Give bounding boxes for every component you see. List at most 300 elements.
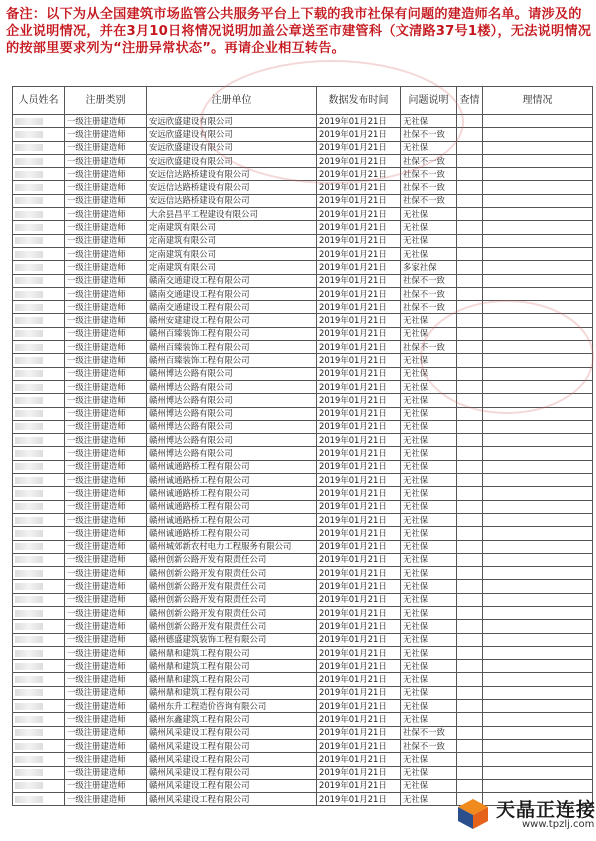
table-row [13,553,593,566]
cell-category: 一级注册建造师 [65,753,147,766]
redacted-name [15,503,43,510]
cell-name-redacted [13,620,65,633]
cell-check [457,739,483,752]
cell-name-redacted [13,779,65,792]
cell-handling [483,527,593,540]
cell-check [457,487,483,500]
cell-issue: 无社保 [401,646,457,659]
cell-category: 一级注册建造师 [65,208,147,221]
table-row [13,739,593,752]
cell-date: 2019年01月21日 [317,234,401,247]
cell-company: 赣州诚通路桥工程有限公司 [147,474,317,487]
cell-check [457,606,483,619]
redacted-name [15,437,43,444]
cell-company: 赣州风采建设工程有限公司 [147,753,317,766]
cell-handling [483,314,593,327]
redacted-name [15,410,43,417]
cell-date: 2019年01月21日 [317,247,401,260]
cell-issue: 无社保 [401,673,457,686]
redacted-name [15,330,43,337]
cell-handling [483,487,593,500]
cell-check [457,660,483,673]
cell-category: 一级注册建造师 [65,407,147,420]
cell-issue: 无社保 [401,567,457,580]
cell-company: 定南建筑有限公司 [147,234,317,247]
cell-check [457,500,483,513]
cell-category: 一级注册建造师 [65,646,147,659]
cell-issue: 无社保 [401,606,457,619]
cell-name-redacted [13,234,65,247]
header-handling: 理情况 [483,87,593,115]
table-row [13,341,593,354]
cell-issue: 无社保 [401,660,457,673]
cell-category: 一级注册建造师 [65,620,147,633]
cell-date: 2019年01月21日 [317,115,401,128]
cell-check [457,646,483,659]
cell-category: 一级注册建造师 [65,115,147,128]
cell-handling [483,606,593,619]
cell-issue: 无社保 [401,354,457,367]
cell-check [457,394,483,407]
redacted-name [15,743,43,750]
cell-issue: 无社保 [401,487,457,500]
table-row [13,367,593,380]
redacted-name [15,676,43,683]
table-row [13,274,593,287]
cell-name-redacted [13,261,65,274]
cell-date: 2019年01月21日 [317,580,401,593]
cell-date: 2019年01月21日 [317,487,401,500]
redacted-name [15,703,43,710]
cell-company: 赣州德盛建筑装饰工程有限公司 [147,633,317,646]
cell-name-redacted [13,287,65,300]
cell-name-redacted [13,500,65,513]
cell-date: 2019年01月21日 [317,287,401,300]
cell-issue: 无社保 [401,633,457,646]
cell-date: 2019年01月21日 [317,513,401,526]
cell-check [457,567,483,580]
cell-category: 一级注册建造师 [65,221,147,234]
cell-category: 一级注册建造师 [65,380,147,393]
cell-category: 一级注册建造师 [65,394,147,407]
table-row [13,700,593,713]
cell-date: 2019年01月21日 [317,380,401,393]
cell-check [457,221,483,234]
cell-handling [483,208,593,221]
table-row [13,141,593,154]
cell-category: 一级注册建造师 [65,354,147,367]
redacted-name [15,251,43,258]
cell-company: 赣州创新公路开发有限责任公司 [147,567,317,580]
cell-issue: 无社保 [401,793,457,806]
cell-date: 2019年01月21日 [317,700,401,713]
cell-category: 一级注册建造师 [65,726,147,739]
redacted-name [15,144,43,151]
cell-handling [483,779,593,792]
table-row [13,420,593,433]
cell-company: 赣州鼎和建筑工程有限公司 [147,646,317,659]
cell-company: 赣州诚通路桥工程有限公司 [147,527,317,540]
cell-name-redacted [13,407,65,420]
table-row [13,500,593,513]
cell-date: 2019年01月21日 [317,660,401,673]
cell-check [457,287,483,300]
cell-category: 一级注册建造师 [65,660,147,673]
cell-date: 2019年01月21日 [317,407,401,420]
cell-date: 2019年01月21日 [317,646,401,659]
cell-check [457,314,483,327]
cell-name-redacted [13,726,65,739]
cell-handling [483,513,593,526]
cell-name-redacted [13,606,65,619]
cell-company: 赣州博达公路有限公司 [147,380,317,393]
cell-company: 大余县昌平工程建设有限公司 [147,208,317,221]
cell-date: 2019年01月21日 [317,208,401,221]
cell-date: 2019年01月21日 [317,141,401,154]
cell-company: 赣州东升工程造价咨询有限公司 [147,700,317,713]
cell-date: 2019年01月21日 [317,447,401,460]
cell-check [457,407,483,420]
table-row [13,646,593,659]
cell-date: 2019年01月21日 [317,327,401,340]
cell-handling [483,753,593,766]
header-check: 查情 [457,87,483,115]
problem-list-sheet [12,86,592,806]
cell-name-redacted [13,208,65,221]
cell-name-redacted [13,700,65,713]
cell-category: 一级注册建造师 [65,367,147,380]
cell-name-redacted [13,168,65,181]
cell-issue: 无社保 [401,447,457,460]
cell-company: 定南建筑有限公司 [147,247,317,260]
cell-company: 定南建筑有限公司 [147,261,317,274]
cell-date: 2019年01月21日 [317,593,401,606]
redacted-name [15,131,43,138]
table-row [13,779,593,792]
cell-category: 一级注册建造师 [65,686,147,699]
cell-handling [483,713,593,726]
cell-issue: 无社保 [401,766,457,779]
cell-name-redacted [13,753,65,766]
cell-company: 安远欣盛建设有限公司 [147,115,317,128]
cell-company: 安远信达路桥建设有限公司 [147,168,317,181]
cell-company: 赣州博达公路有限公司 [147,420,317,433]
redacted-name [15,370,43,377]
redacted-name [15,317,43,324]
table-row [13,208,593,221]
table-row [13,154,593,167]
cell-check [457,460,483,473]
cell-issue: 无社保 [401,460,457,473]
cell-category: 一级注册建造师 [65,447,147,460]
cell-issue: 无社保 [401,620,457,633]
redacted-name [15,264,43,271]
cell-category: 一级注册建造师 [65,168,147,181]
redacted-name [15,118,43,125]
header-company: 注册单位 [147,87,317,115]
table-row [13,593,593,606]
cell-category: 一级注册建造师 [65,567,147,580]
redacted-name [15,463,43,470]
cell-date: 2019年01月21日 [317,713,401,726]
cell-category: 一级注册建造师 [65,700,147,713]
cell-company: 安远欣盛建设有限公司 [147,128,317,141]
cell-handling [483,766,593,779]
cell-company: 赣州博达公路有限公司 [147,434,317,447]
cell-company: 赣州鼎和建筑工程有限公司 [147,686,317,699]
cell-check [457,686,483,699]
cell-issue: 社保不一致 [401,168,457,181]
redacted-name [15,583,43,590]
cell-name-redacted [13,793,65,806]
cell-issue: 无社保 [401,540,457,553]
redacted-name [15,756,43,763]
cell-handling [483,420,593,433]
cell-check [457,580,483,593]
redacted-name [15,477,43,484]
table-row [13,247,593,260]
cell-date: 2019年01月21日 [317,686,401,699]
redacted-name [15,344,43,351]
redacted-name [15,423,43,430]
cell-handling [483,460,593,473]
cell-check [457,115,483,128]
cell-category: 一级注册建造师 [65,261,147,274]
cell-check [457,474,483,487]
redacted-name [15,277,43,284]
cell-company: 赣州博达公路有限公司 [147,447,317,460]
cell-check [457,713,483,726]
redacted-name [15,158,43,165]
cell-company: 赣州风采建设工程有限公司 [147,793,317,806]
cell-handling [483,620,593,633]
table-row [13,301,593,314]
cell-check [457,181,483,194]
table-row [13,660,593,673]
cell-company: 赣南交通建设工程有限公司 [147,287,317,300]
cell-handling [483,686,593,699]
cell-check [457,700,483,713]
cell-handling [483,274,593,287]
cell-check [457,766,483,779]
cell-check [457,553,483,566]
redacted-name [15,490,43,497]
cell-name-redacted [13,633,65,646]
cell-date: 2019年01月21日 [317,194,401,207]
cell-handling [483,394,593,407]
cell-company: 赣州风采建设工程有限公司 [147,739,317,752]
cell-check [457,620,483,633]
redacted-name [15,556,43,563]
cell-category: 一级注册建造师 [65,141,147,154]
cell-handling [483,301,593,314]
redacted-name [15,304,43,311]
cell-check [457,154,483,167]
cell-issue: 无社保 [401,407,457,420]
cell-category: 一级注册建造师 [65,527,147,540]
cell-handling [483,221,593,234]
cell-issue: 社保不一致 [401,274,457,287]
cell-handling [483,580,593,593]
cell-company: 赣州博达公路有限公司 [147,394,317,407]
redacted-name [15,636,43,643]
cell-date: 2019年01月21日 [317,128,401,141]
cell-handling [483,194,593,207]
cell-name-redacted [13,128,65,141]
cell-company: 安远信达路桥建设有限公司 [147,181,317,194]
table-row [13,540,593,553]
cell-handling [483,739,593,752]
cell-name-redacted [13,713,65,726]
redacted-name [15,623,43,630]
redacted-name [15,237,43,244]
cell-issue: 无社保 [401,527,457,540]
cell-issue: 无社保 [401,779,457,792]
cell-handling [483,341,593,354]
cell-name-redacted [13,301,65,314]
cell-company: 赣州创新公路开发有限责任公司 [147,553,317,566]
cell-date: 2019年01月21日 [317,540,401,553]
cell-company: 赣州百臻装饰工程有限公司 [147,327,317,340]
cell-date: 2019年01月21日 [317,567,401,580]
cell-handling [483,354,593,367]
cell-issue: 社保不一致 [401,726,457,739]
cell-check [457,247,483,260]
header-name: 人员姓名 [13,87,65,115]
problem-list-table [12,86,593,806]
cell-category: 一级注册建造师 [65,793,147,806]
cell-date: 2019年01月21日 [317,354,401,367]
redacted-name [15,729,43,736]
cell-issue: 无社保 [401,247,457,260]
cell-name-redacted [13,593,65,606]
cell-category: 一级注册建造师 [65,474,147,487]
redacted-name [15,596,43,603]
redacted-name [15,450,43,457]
table-row [13,460,593,473]
cell-company: 赣州风采建设工程有限公司 [147,766,317,779]
cell-name-redacted [13,513,65,526]
cell-handling [483,673,593,686]
cell-issue: 无社保 [401,394,457,407]
cell-check [457,380,483,393]
cell-check [457,673,483,686]
cell-company: 定南建筑有限公司 [147,221,317,234]
cell-date: 2019年01月21日 [317,168,401,181]
cell-check [457,779,483,792]
cell-handling [483,567,593,580]
cell-handling [483,380,593,393]
cell-company: 赣州城郊新农村电力工程服务有限公司 [147,540,317,553]
cell-check [457,434,483,447]
cell-name-redacted [13,673,65,686]
cell-issue: 社保不一致 [401,301,457,314]
cell-check [457,447,483,460]
cell-name-redacted [13,247,65,260]
redacted-name [15,610,43,617]
cell-date: 2019年01月21日 [317,673,401,686]
redacted-name [15,570,43,577]
header-issue: 问题说明 [401,87,457,115]
cell-category: 一级注册建造师 [65,766,147,779]
cell-handling [483,646,593,659]
cell-name-redacted [13,327,65,340]
cell-company: 赣州鼎和建筑工程有限公司 [147,673,317,686]
redacted-name [15,650,43,657]
redacted-name [15,782,43,789]
cell-company: 赣州创新公路开发有限责任公司 [147,620,317,633]
cell-category: 一级注册建造师 [65,247,147,260]
cell-handling [483,287,593,300]
redacted-name [15,384,43,391]
cell-category: 一级注册建造师 [65,606,147,619]
cell-issue: 无社保 [401,234,457,247]
cell-category: 一级注册建造师 [65,633,147,646]
cell-check [457,420,483,433]
cell-category: 一级注册建造师 [65,128,147,141]
cell-issue: 无社保 [401,513,457,526]
cell-company: 赣南交通建设工程有限公司 [147,274,317,287]
cell-name-redacted [13,553,65,566]
cell-name-redacted [13,314,65,327]
cell-category: 一级注册建造师 [65,500,147,513]
redacted-name [15,397,43,404]
table-row [13,487,593,500]
redacted-name [15,224,43,231]
cell-date: 2019年01月21日 [317,261,401,274]
cell-handling [483,540,593,553]
cell-name-redacted [13,527,65,540]
cell-date: 2019年01月21日 [317,394,401,407]
cell-issue: 社保不一致 [401,128,457,141]
cell-handling [483,660,593,673]
cell-check [457,753,483,766]
table-row [13,168,593,181]
cell-name-redacted [13,354,65,367]
cell-handling [483,726,593,739]
cell-category: 一级注册建造师 [65,327,147,340]
cell-check [457,194,483,207]
cell-issue: 无社保 [401,221,457,234]
cell-issue: 无社保 [401,380,457,393]
cell-handling [483,154,593,167]
cell-handling [483,367,593,380]
cell-company: 赣州鼎和建筑工程有限公司 [147,660,317,673]
cell-issue: 无社保 [401,367,457,380]
table-row [13,394,593,407]
cell-issue: 无社保 [401,686,457,699]
cell-issue: 社保不一致 [401,181,457,194]
cell-handling [483,128,593,141]
cell-handling [483,434,593,447]
cell-handling [483,553,593,566]
cell-issue: 无社保 [401,314,457,327]
table-row [13,434,593,447]
cell-date: 2019年01月21日 [317,553,401,566]
table-row [13,287,593,300]
redacted-name [15,689,43,696]
cell-date: 2019年01月21日 [317,726,401,739]
cell-date: 2019年01月21日 [317,367,401,380]
cell-issue: 无社保 [401,420,457,433]
cell-category: 一级注册建造师 [65,553,147,566]
cell-company: 赣州东鑫建筑工程有限公司 [147,713,317,726]
redacted-name [15,530,43,537]
cell-category: 一级注册建造师 [65,779,147,792]
cell-name-redacted [13,474,65,487]
cell-handling [483,474,593,487]
cell-issue: 无社保 [401,434,457,447]
